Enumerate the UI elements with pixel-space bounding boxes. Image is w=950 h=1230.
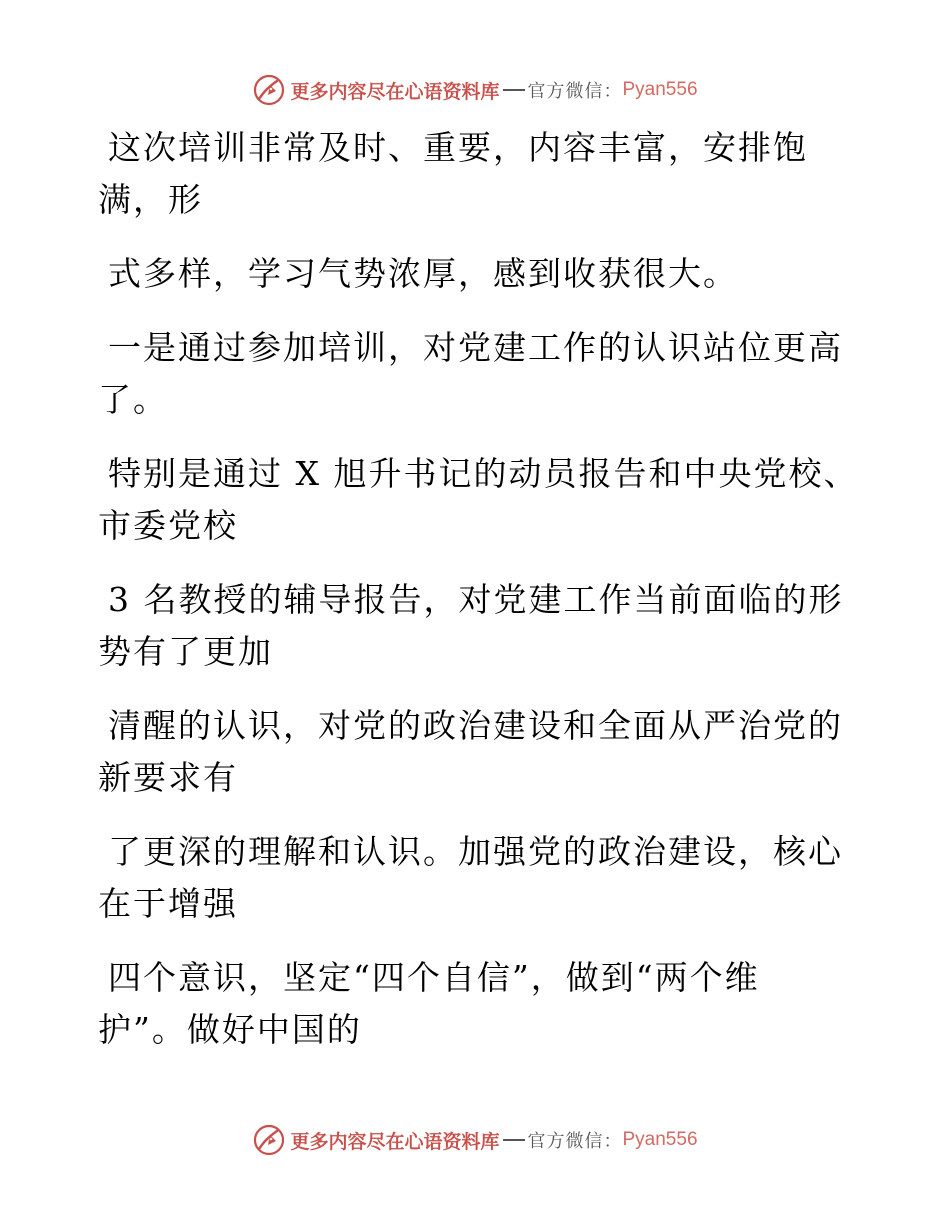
text-line: 特别是通过 X 旭升书记的动员报告和中央党校、 [108, 454, 859, 493]
text-line: 一是通过参加培训，对党建工作的认识站位更高 [108, 328, 843, 367]
wechat-handle: Pyan556 [622, 79, 698, 100]
paragraph [98, 826, 868, 930]
text-line: 在于增强 [98, 884, 238, 923]
wechat-handle: Pyan556 [622, 1129, 698, 1150]
document-body [98, 122, 868, 1078]
site-text: 更多内容尽在心语资料库 [290, 1130, 500, 1153]
separator-dash [503, 1139, 525, 1141]
footer-banner [0, 1120, 950, 1160]
paragraph [98, 448, 868, 552]
paragraph [98, 700, 868, 804]
text-line: 市委党校 [98, 506, 238, 545]
text-line: 了。 [98, 380, 168, 419]
paragraph [98, 122, 868, 226]
text-line: 满，形 [98, 180, 203, 219]
separator-dash [503, 89, 525, 91]
text-line: 势有了更加 [98, 632, 273, 671]
text-line: 清醒的认识，对党的政治建设和全面从严治党的 [108, 706, 843, 745]
wechat-label: 官方微信： [527, 1131, 623, 1152]
text-line: 3 名教授的辅导报告，对党建工作当前面临的形 [108, 580, 844, 619]
pen-nib-logo-icon [252, 73, 286, 107]
paragraph [98, 248, 868, 300]
text-line: 式多样，学习气势浓厚，感到收获很大。 [108, 254, 738, 293]
text-line: 新要求有 [98, 758, 238, 797]
wechat-label: 官方微信： [527, 81, 623, 102]
paragraph [98, 952, 868, 1056]
text-line: 护”。做好中国的 [98, 1010, 362, 1049]
text-line: 四个意识，坚定“四个自信”，做到“两个维 [108, 958, 760, 997]
site-text: 更多内容尽在心语资料库 [290, 80, 500, 103]
text-line: 了更深的理解和认识。加强党的政治建设，核心 [108, 832, 843, 871]
text-line: 这次培训非常及时、重要，内容丰富，安排饱 [108, 128, 808, 167]
pen-nib-logo-icon [252, 1123, 286, 1157]
paragraph [98, 574, 868, 678]
paragraph [98, 322, 868, 426]
header-banner [0, 70, 950, 110]
